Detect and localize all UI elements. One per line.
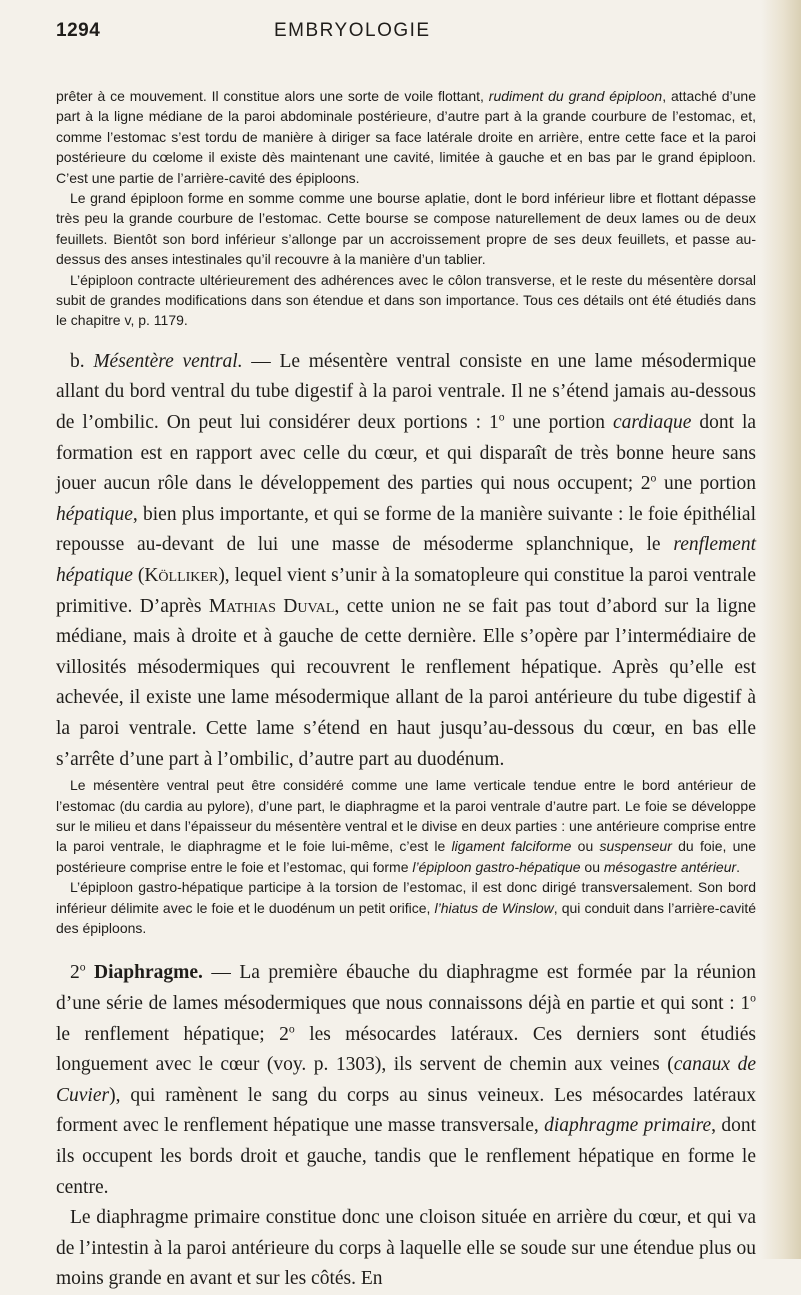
page-edge-shadow bbox=[761, 0, 801, 1259]
paragraph-epiploon-intro: prêter à ce mouvement. Il constitue alors une sorte de voile flottant, rudiment du grand épiploon, attaché d’une part à la ligne médiane de la paroi abdominale postérieure, d’autre part à la grande courbure de l’estomac, et, comme l’estomac s’est tordu de manière à diriger sa face latérale droite en arrière, entre cette face et la paroi postérieure du cœlome il existe dès maintenant une cavité, limitée à gauche et en bas par le grand épiploon. C’est une partie de l’arrière-cavité des épiploons. bbox=[56, 88, 756, 186]
paragraph-epiploon-adherences: L’épiploon contracte ultérieurement des adhérences avec le côlon transverse, et le reste du mésentère dorsal subit de grandes modifications dans son étendue et dans son importance. Tous ces détails ont été étudiés dans le chapitre v, p. 1179. bbox=[56, 271, 756, 329]
term-canaux-de-cuvier: canaux de Cuvier bbox=[56, 1054, 756, 1106]
paragraph-epiploon-gastro-hepatique: L’épiploon gastro-hépatique participe à la torsion de l’estomac, il est donc dirigé transversalement. Son bord inférieur délimite avec le foie et le duodénum un petit orifice, l’hiatus de Winslow, qui conduit dans l’arrière-cavité des épiploons. bbox=[56, 879, 756, 937]
section-mesentere-ventral: b. Mésentère ventral. — Le mésentère ventral consiste en une lame mésodermique allant du bord ventral du tube digestif à la paroi ventrale. Il ne s’étend jamais au-dessous de l’ombilic. On peut lui considérer deux portions : 1$^o$ une portion cardiaque dont la formation est en rapport avec celle du cœur, et qui disparaît de très bonne heure sans jouer aucun rôle dans le développement des parties qui nous occupent; 2$^o$ une portion hépatique, bien plus importante, et qui se forme de la manière suivante : le foie épithélial repousse au-devant de lui une masse de mésoderme splanchnique, le renflement hépatique (Kölliker), lequel vient s’unir à la somatopleure qui constitue la paroi ventrale primitive. D’après Mathias Duval, cette union ne se fait pas tout d’abord sur la ligne médiane, mais à droite et à gauche de cette dernière. Elle s’opère par l’intermédiaire de villosités mésodermiques qui recouvrent le renflement hépatique. Après qu’elle est achevée, il existe une lame mésodermique allant de la paroi antérieure du tube digestif à la paroi ventrale. Cette lame s’étend en haut jusqu’au-dessous du cœur, en bas elle s’arrête d’une part à l’ombilic, d’autre part au duodénum. bbox=[56, 350, 757, 770]
running-title: EMBRYOLOGIE bbox=[274, 20, 431, 41]
section-diaphragme: 2$^o$ Diaphragme. — La première ébauche du diaphragme est formée par la réunion d’une série de lames mésodermiques que nous connaissons déjà en partie et qui sont : 1$^o$ le renflement hépatique; 2$^o$ les mésocardes latéraux. Ces derniers sont étudiés longuement avec le cœur (voy. p. 1303), ils servent de chemin aux veines (canaux de Cuvier), qui ramènent le sang du corps au sinus veineux. Les mésocardes latéraux forment avec le renflement hépatique une masse transversale, diaphragme primaire, dont ils occupent les bords droit et gauche, tandis que le renflement hépatique en forme le centre. bbox=[56, 960, 757, 1198]
page-body bbox=[56, 86, 756, 1295]
page-number: 1294 bbox=[56, 20, 101, 41]
term-cardiaque: cardiaque bbox=[613, 412, 692, 434]
author-kolliker: Kölliker bbox=[144, 565, 219, 587]
section-number: 2$^o$ bbox=[70, 960, 86, 984]
paragraph-diaphragme-primaire: Le diaphragme primaire constitue donc une cloison située en arrière du cœur, et qui va de l’intestin à la paroi antérieure du corps à laquelle elle se soude sur une étendue plus ou moins grande en avant et sur les côtés. En bbox=[56, 1207, 756, 1290]
section-title-diaphragme: Diaphragme. bbox=[94, 962, 203, 984]
author-mathias-duval: Mathias Duval bbox=[208, 595, 335, 617]
term-diaphragme-primaire: diaphragme primaire bbox=[544, 1115, 712, 1137]
term-epiploon-gastro-hepatique: l’épiploon gastro-hépatique bbox=[412, 858, 581, 875]
term-mesogastre-anterieur: mésogastre antérieur bbox=[603, 858, 737, 875]
section-title: Mésentère ventral. bbox=[93, 350, 243, 372]
page-header bbox=[56, 20, 756, 60]
paragraph-grand-epiploon: Le grand épiploon forme en somme comme une bourse aplatie, dont le bord inférieur libre et flottant dépasse très peu la grande courbure de l’estomac. Cette bourse se compose naturellement de deux lames ou de deux feuillets. Bientôt son bord inférieur s’allonge par un accroissement propre de ses deux feuillets, et passe au-dessus des anses intestinales qu’il recouvre à la manière d’un tablier. bbox=[56, 190, 756, 268]
term-hepatique: hépatique bbox=[56, 503, 133, 525]
term-hiatus-de-winslow: l’hiatus de Winslow bbox=[434, 899, 554, 916]
section-label: b. bbox=[70, 350, 85, 372]
term-ligament-falciforme: ligament falciforme bbox=[451, 838, 572, 855]
paragraph-mesentere-ventral-detail: Le mésentère ventral peut être considéré comme une lame verticale tendue entre le bord antérieur de l’estomac (du cardia au pylore), d’une part, le diaphragme et la paroi ventrale d’autre part. Le foie se développe sur le milieu et dans l’épaisseur du mésentère ventral et le divise en deux parties : une antérieure comprise entre la paroi ventrale, le diaphragme et le foie lui-même, c’est le ligament falciforme ou suspenseur du foie, une postérieure comprise entre le foie et l’estomac, qui forme l’épiploon gastro-hépatique ou mésogastre antérieur. bbox=[56, 777, 757, 875]
term-suspenseur: suspenseur bbox=[599, 838, 672, 855]
term-renflement-hepatique: renflement hépatique bbox=[56, 534, 756, 587]
term-rudiment-grand-epiploon: rudiment du grand épiploon bbox=[488, 88, 663, 104]
